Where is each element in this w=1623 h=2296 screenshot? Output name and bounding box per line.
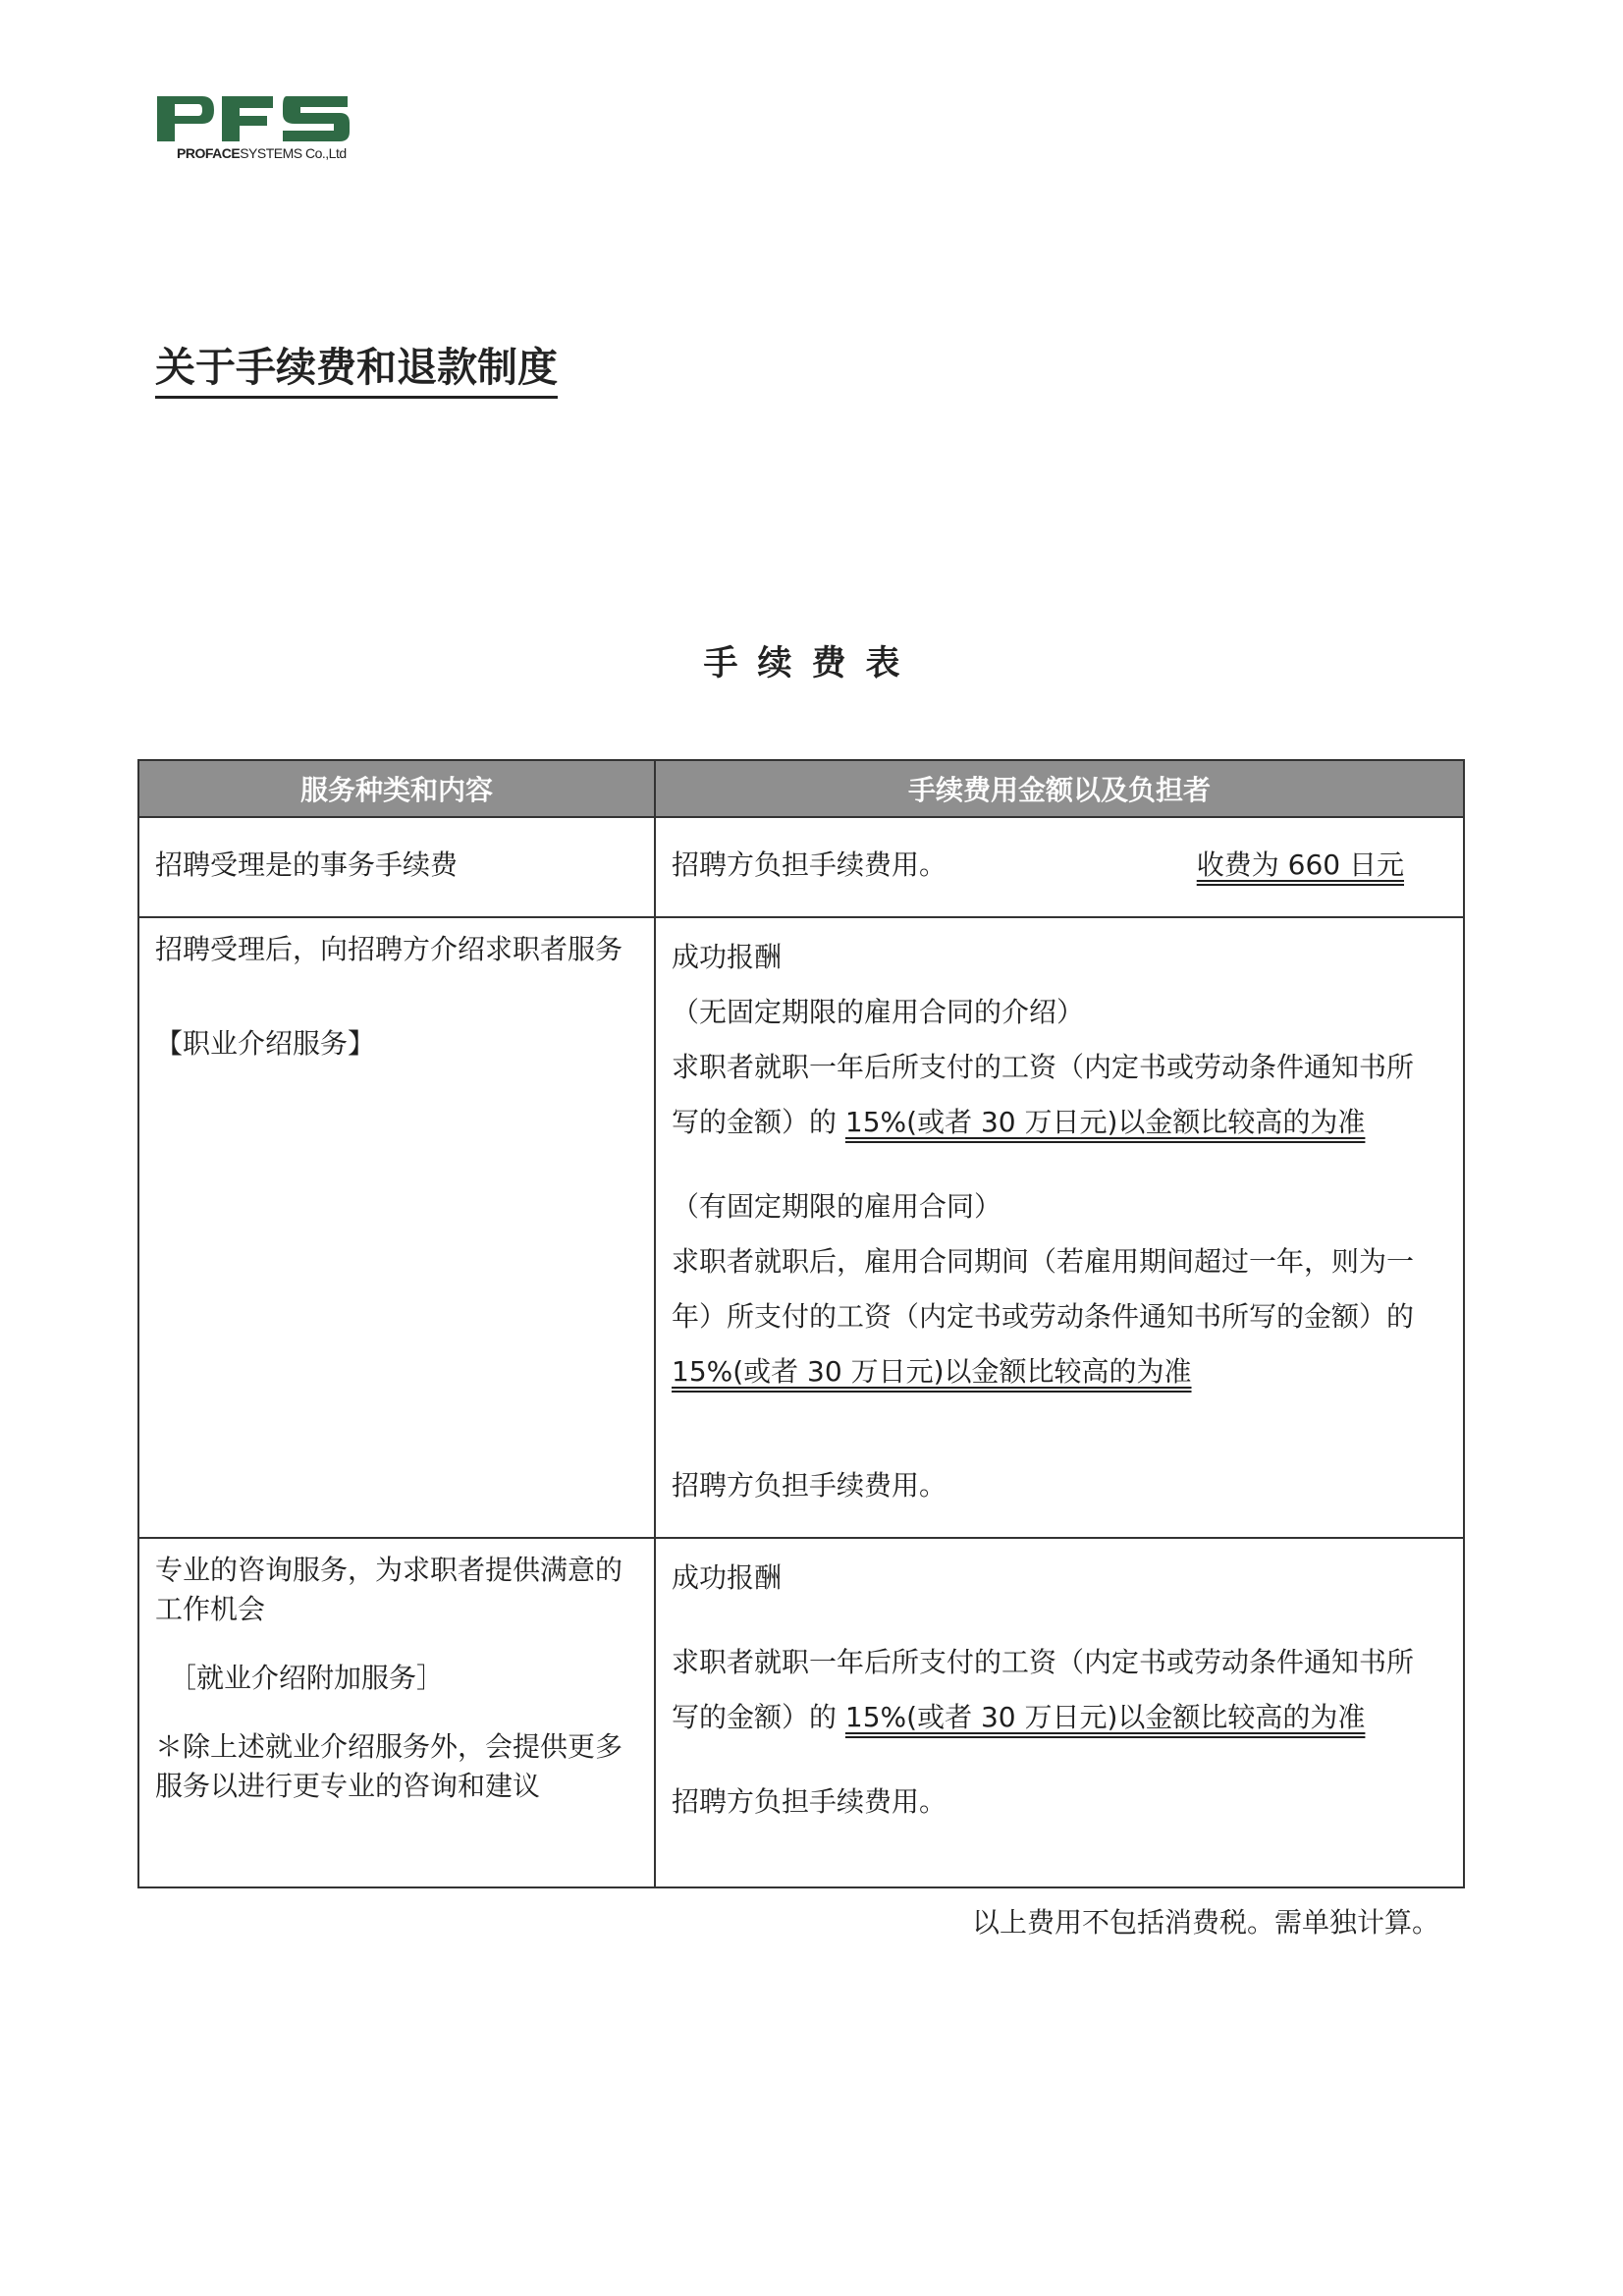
service-note: 服务以进行更专业的咨询和建议 [155, 1770, 541, 1802]
fee-heading: 成功报酬 [672, 941, 783, 973]
page-title: 关于手续费和退款制度 [155, 344, 558, 399]
service-cell [139, 918, 656, 1537]
fee-description: 年）所支付的工资（内定书或劳动条件通知书所写的金额）的 [672, 1300, 1415, 1333]
table-row [139, 916, 1463, 1537]
fee-description: 写的金额）的 15%(或者 30 万日元)以金额比较高的为准 [672, 1106, 1366, 1138]
logo-company-name: PROFACESYSTEMS Co.,Ltd [177, 145, 347, 161]
service-text: 招聘受理是的事务手续费 [155, 848, 459, 881]
company-logo [155, 90, 352, 165]
fee-payer-text: 招聘方负担手续费用。 [672, 1469, 947, 1502]
service-text: 招聘受理后，向招聘方介绍求职者服务 [155, 933, 623, 965]
fee-table [137, 759, 1465, 1888]
table-title: 手续费表 [703, 644, 920, 683]
table-header-row [139, 761, 1463, 816]
table-row [139, 1537, 1463, 1886]
fee-payer-text: 招聘方负担手续费用。 [672, 848, 947, 881]
fee-description: 求职者就职一年后所支付的工资（内定书或劳动条件通知书所 [672, 1051, 1415, 1083]
tax-footnote: 以上费用不包括消费税。需单独计算。 [972, 1906, 1440, 1939]
fee-cell [656, 818, 1463, 916]
service-category: 【职业介绍服务】 [155, 1027, 376, 1060]
fee-heading: 成功报酬 [672, 1561, 783, 1594]
fee-rate: 15%(或者 30 万日元)以金额比较高的为准 [844, 1701, 1366, 1733]
service-cell [139, 1539, 656, 1886]
service-text: 工作机会 [155, 1593, 266, 1625]
service-note: ＊除上述就业介绍服务外，会提供更多 [155, 1730, 623, 1763]
fee-description [672, 1344, 1449, 1399]
fee-cell [656, 918, 1463, 1537]
fee-amount-text: 收费为 660 日元 [1196, 848, 1404, 881]
header-service: 服务种类和内容 [139, 761, 656, 816]
fee-subheading: （有固定期限的雇用合同） [672, 1190, 1002, 1223]
service-text: 专业的咨询服务，为求职者提供满意的 [155, 1554, 623, 1586]
fee-description: 求职者就职一年后所支付的工资（内定书或劳动条件通知书所 [672, 1646, 1415, 1678]
fee-description: 写的金额）的 15%(或者 30 万日元)以金额比较高的为准 [672, 1701, 1366, 1733]
pfs-logo-mark [155, 90, 352, 147]
fee-rate: 15%(或者 30 万日元)以金额比较高的为准 [844, 1106, 1366, 1138]
service-cell [139, 818, 656, 916]
fee-description: 求职者就职后，雇用合同期间（若雇用期间超过一年，则为一 [672, 1245, 1415, 1278]
service-category: ［就业介绍附加服务］ [169, 1662, 445, 1694]
fee-subheading: （无固定期限的雇用合同的介绍） [672, 996, 1085, 1028]
fee-rate: 15%(或者 30 万日元)以金额比较高的为准 [672, 1355, 1192, 1388]
fee-payer-text: 招聘方负担手续费用。 [672, 1785, 947, 1818]
fee-cell [656, 1539, 1463, 1886]
table-row [139, 816, 1463, 916]
header-fee: 手续费用金额以及负担者 [907, 774, 1211, 806]
